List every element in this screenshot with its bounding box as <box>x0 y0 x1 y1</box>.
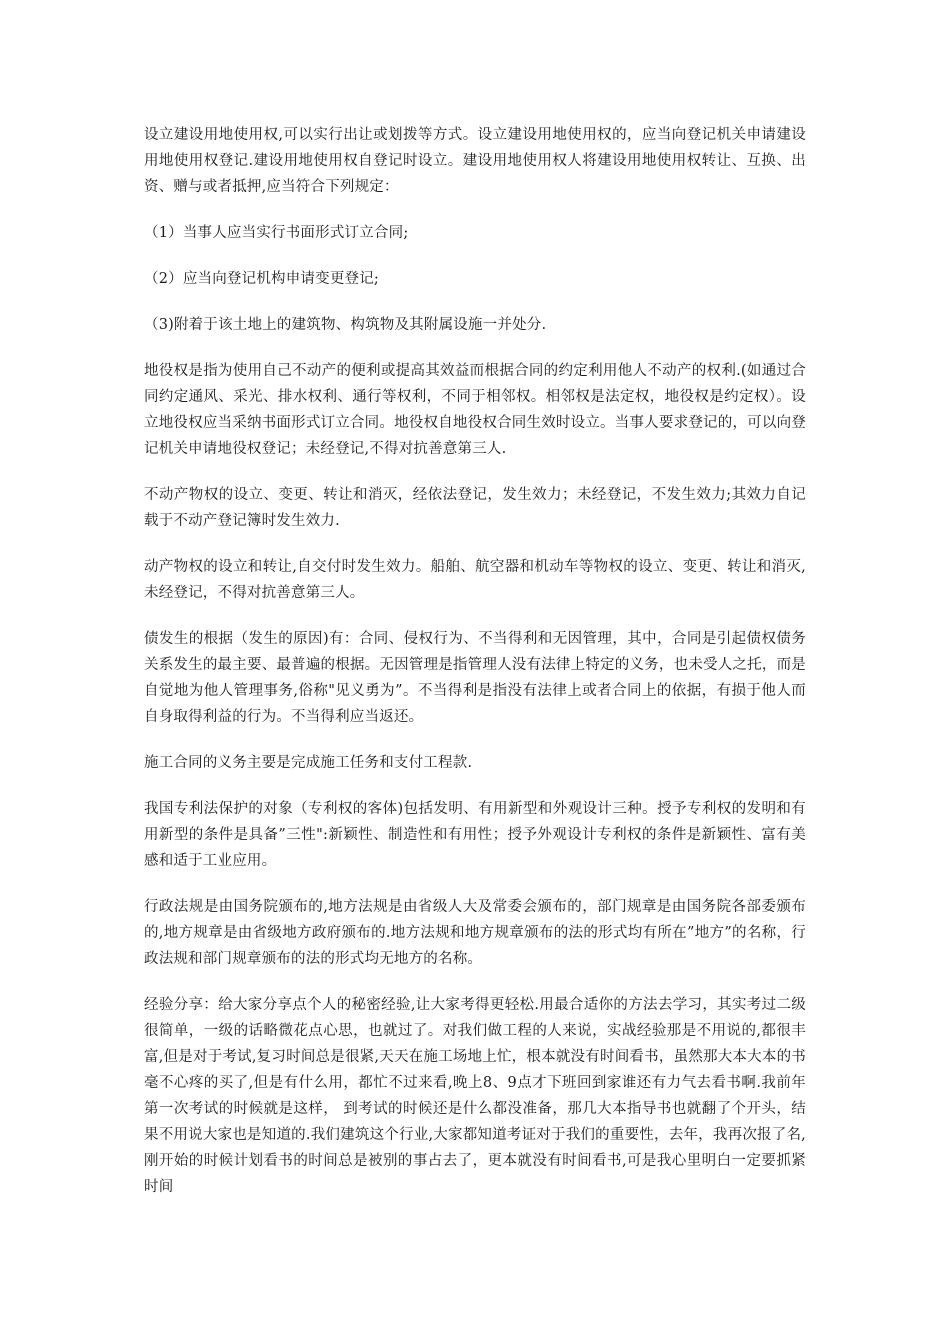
paragraph-regulations: 行政法规是由国务院颁布的,地方法规是由省级人大及常委会颁布的，部门规章是由国务院各部委颁布的,地方规章是由省级地方政府颁布的.地方法规和地方规章颁布的法的形式均有所在”地方”的名称，行政法规和部门规章颁布的法的形式均无地方的名称。 <box>144 899 806 967</box>
list-item-2: （2）应当向登记机构申请变更登记; <box>144 271 380 287</box>
paragraph-patent-law: 我国专利法保护的对象（专利权的客体)包括发明、有用新型和外观设计三种。授予专利权的发明和有用新型的条件是具备”三性":新颖性、制造性和有用性；授予外观设计专利权的条件是新颖性、富有美感和适于工业应用。 <box>144 801 806 869</box>
paragraph-land-use-right: 设立建设用地使用权,可以实行出让或划拨等方式。设立建设用地使用权的，应当向登记机关申请建设用地使用权登记.建设用地使用权自登记时设立。建设用地使用权人将建设用地使用权转让、互换、出资、赠与或者抵押,应当符合下列规定： <box>144 127 806 195</box>
paragraph-movable-property-rights: 动产物权的设立和转让,自交付时发生效力。船舶、航空器和机动车等物权的设立、变更、转让和消灭,未经登记，不得对抗善意第三人。 <box>144 559 806 601</box>
paragraph-easement: 地役权是指为使用自己不动产的便利或提高其效益而根据合同的约定利用他人不动产的权利.(如通过合同约定通风、采光、排水权利、通行等权利，不同于相邻权。相邻权是法定权，地役权是约定权）。设立地役权应当采纳书面形式订立合同。地役权自地役权合同生效时设立。当事人要求登记的，可以向登记机关申请地役权登记；未经登记,不得对抗善意第三人. <box>144 363 806 457</box>
list-item-3: （3)附着于该土地上的建筑物、构筑物及其附属设施一并处分. <box>144 317 547 333</box>
list-item-1: （1）当事人应当实行书面形式订立合同; <box>144 225 409 241</box>
document-page <box>144 122 806 1220</box>
paragraph-experience-sharing: 经验分享：给大家分享点个人的秘密经验,让大家考得更轻松.用最合适你的方法去学习，其实考过二级很简单，一级的话略微花点心思，也就过了。对我们做工程的人来说，实战经验那是不用说的,都很丰富,但是对于考试,复习时间总是很紧,天天在施工场地上忙，根本就没有时间看书，虽然那大本大本的书毫不心疼的买了,但是有什么用，都忙不过来看,晚上8、9点才下班回到家谁还有力气去看书啊.我前年第一次考试的时候就是这样， 到考试的时候还是什么都没准备，那几大本指导书也就翻了个开头，结果不用说大家也是知道的.我们建筑这个行业,大家都知道考证对于我们的重要性，去年，我再次报了名,刚开始的时候计划看书的时间总是被别的事占去了，更本就没有时间看书,可是我心里明白一定要抓紧时间 <box>144 997 806 1195</box>
paragraph-obligation-sources: 债发生的根据（发生的原因)有：合同、侵权行为、不当得利和无因管理，其中，合同是引起债权债务关系发生的最主要、最普遍的根据。无因管理是指管理人没有法律上特定的义务，也未受人之托，而是自觉地为他人管理事务,俗称"见义勇为”。不当得利是指没有法律上或者合同上的依据，有损于他人而自身取得利益的行为。不当得利应当返还。 <box>144 631 806 725</box>
paragraph-construction-contract: 施工合同的义务主要是完成施工任务和支付工程款. <box>144 755 473 771</box>
paragraph-real-property-rights: 不动产物权的设立、变更、转让和消灭，经依法登记，发生效力；未经登记，不发生效力;其效力自记载于不动产登记簿时发生效力. <box>144 487 806 529</box>
